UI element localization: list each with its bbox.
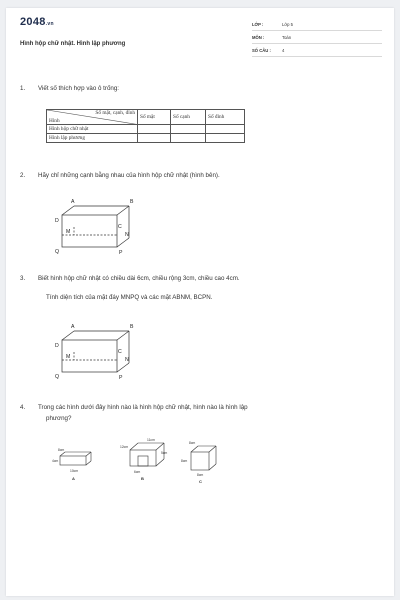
question-1-number: 1. bbox=[20, 85, 26, 92]
shapes-diagram bbox=[46, 434, 236, 494]
question-4-text: Trong các hình dưới đây hình nào là hình hộp chữ nhật, hình nào là hình lập bbox=[38, 404, 248, 411]
question-1-text: Viết số thích hợp vào ô trống: bbox=[38, 85, 119, 92]
table-row-label: Hình hộp chữ nhật bbox=[47, 125, 138, 134]
vertex-label-n: N bbox=[125, 357, 129, 363]
meta-class-key: LỚP : bbox=[252, 22, 264, 27]
vertex-label-c: C bbox=[118, 224, 122, 230]
table-cell[interactable] bbox=[206, 134, 245, 143]
meta-subject-row bbox=[252, 32, 382, 44]
vertex-label-p: P bbox=[119, 250, 123, 256]
shape-c-bottom: 8cm bbox=[197, 473, 204, 477]
cuboid-diagram bbox=[46, 319, 146, 385]
table-corner-cell bbox=[47, 110, 138, 125]
vertex-label-b: B bbox=[130, 324, 134, 330]
meta-class-row bbox=[252, 19, 382, 31]
table-row-label: Hình lập phương bbox=[47, 134, 138, 143]
vertex-label-d: D bbox=[55, 343, 59, 349]
vertex-label-q: Q bbox=[55, 249, 60, 255]
shape-a-height: 8cm bbox=[58, 448, 65, 452]
brand-logo[interactable] bbox=[20, 16, 54, 28]
shape-b-right: 5cm bbox=[161, 451, 168, 455]
table-cell[interactable] bbox=[171, 125, 206, 134]
cuboid-figure-q3 bbox=[46, 319, 146, 385]
question-4-text-2: phương? bbox=[46, 415, 72, 422]
shapes-figure bbox=[46, 434, 236, 494]
vertex-label-b: B bbox=[130, 199, 134, 205]
table-corner-bottom: Hình bbox=[49, 118, 60, 124]
shape-b-bottom: 6cm bbox=[134, 470, 141, 474]
meta-subject-key: MÔN : bbox=[252, 35, 265, 40]
shape-b-left: 12cm bbox=[120, 445, 129, 449]
question-3-text: Biết hình hộp chữ nhật có chiều dài 6cm, chiều rộng 3cm, chiều cao 4cm. bbox=[38, 275, 240, 282]
meta-panel bbox=[252, 19, 382, 58]
brand-suffix: .vn bbox=[45, 21, 54, 27]
vertex-label-m: M bbox=[66, 229, 71, 235]
meta-subject-value: Toán bbox=[282, 35, 292, 40]
table-header-row bbox=[47, 110, 245, 125]
faces-edges-vertices-table bbox=[46, 109, 245, 143]
question-4-number: 4. bbox=[20, 404, 26, 411]
table-row bbox=[47, 134, 245, 143]
vertex-label-q: Q bbox=[55, 374, 60, 380]
shape-c-top: 8cm bbox=[189, 441, 196, 445]
vertex-label-n: N bbox=[125, 232, 129, 238]
question-3-number: 3. bbox=[20, 275, 26, 282]
meta-count-value: 4 bbox=[282, 48, 285, 53]
shape-a-length: 10cm bbox=[70, 469, 79, 473]
vertex-label-d: D bbox=[55, 218, 59, 224]
question-2-number: 2. bbox=[20, 172, 26, 179]
brand-name: 2048 bbox=[20, 16, 46, 28]
table-header-vertices: Số đỉnh bbox=[206, 110, 245, 125]
table-cell[interactable] bbox=[171, 134, 206, 143]
shape-b-top: 11cm bbox=[147, 438, 155, 442]
worksheet-page bbox=[6, 8, 394, 596]
meta-count-key: SỐ CÂU : bbox=[252, 48, 271, 53]
shape-a-width: 4cm bbox=[52, 459, 59, 463]
meta-count-row bbox=[252, 45, 382, 57]
table-cell[interactable] bbox=[138, 125, 171, 134]
vertex-label-a: A bbox=[71, 324, 75, 330]
document-title: Hình hộp chữ nhật. Hình lập phương bbox=[20, 41, 126, 47]
table-cell[interactable] bbox=[138, 134, 171, 143]
shape-c-label: C bbox=[199, 479, 202, 484]
question-4 bbox=[20, 403, 248, 412]
question-1 bbox=[20, 84, 119, 93]
shape-b-label: B bbox=[141, 476, 144, 481]
vertex-label-p: P bbox=[119, 375, 123, 381]
question-2-text: Hãy chỉ những cạnh bằng nhau của hình hộp chữ nhật (hình bên). bbox=[38, 172, 220, 179]
cuboid-figure-q2 bbox=[46, 194, 146, 260]
table-corner-top: Số mặt, cạnh, đỉnh bbox=[95, 110, 135, 116]
shape-c-left: 8cm bbox=[181, 459, 188, 463]
question-3-text-2: Tính diện tích của mặt đáy MNPQ và các mặt ABNM, BCPN. bbox=[46, 294, 213, 301]
vertex-label-c: C bbox=[118, 349, 122, 355]
cuboid-diagram bbox=[46, 194, 146, 260]
vertex-label-m: M bbox=[66, 354, 71, 360]
table-header-faces: Số mặt bbox=[138, 110, 171, 125]
table-cell[interactable] bbox=[206, 125, 245, 134]
question-3 bbox=[20, 274, 240, 283]
shape-a-label: A bbox=[72, 476, 75, 481]
table-header-edges: Số cạnh bbox=[171, 110, 206, 125]
question-2 bbox=[20, 171, 220, 180]
vertex-label-a: A bbox=[71, 199, 75, 205]
table-row bbox=[47, 125, 245, 134]
meta-class-value: Lớp 5 bbox=[282, 22, 293, 27]
